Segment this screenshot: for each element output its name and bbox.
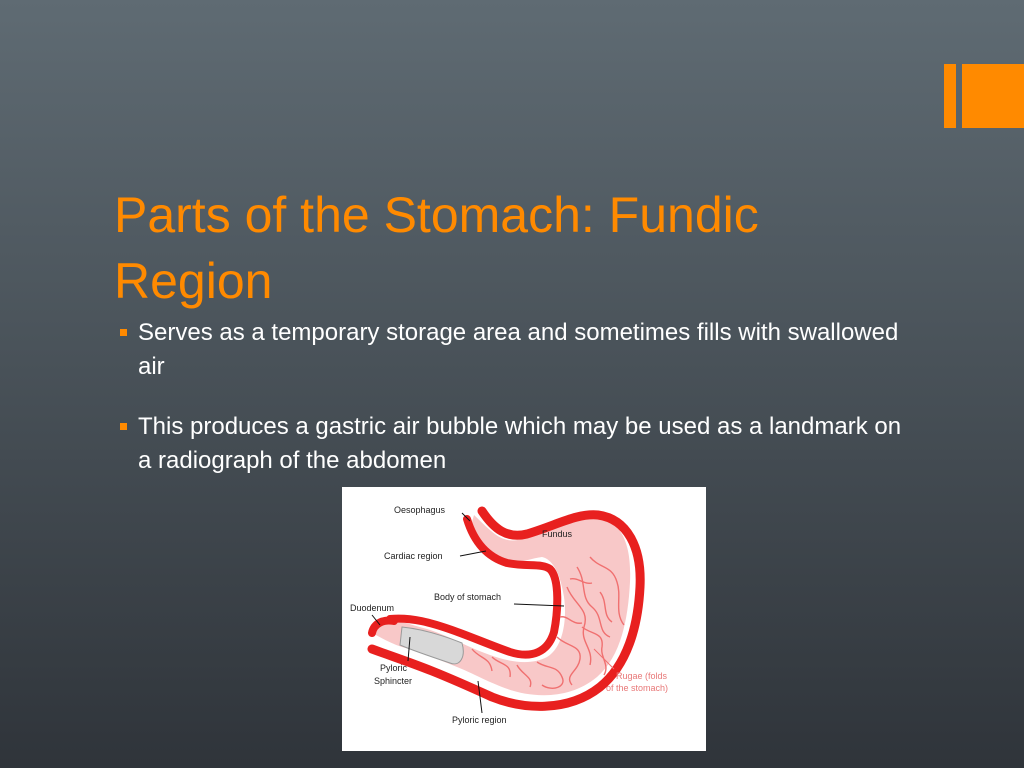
accent-bar-wide bbox=[962, 64, 1024, 128]
pointer-cardiac-region bbox=[460, 551, 486, 556]
label-body-of-stomach: Body of stomach bbox=[434, 592, 502, 602]
bullet-square-icon bbox=[120, 423, 127, 430]
bullet-text: Serves as a temporary storage area and sometimes fills with swallowed air bbox=[138, 319, 899, 380]
label-oesophagus: Oesophagus bbox=[394, 505, 446, 515]
bullet-item bbox=[118, 410, 918, 478]
label-cardiac-region: Cardiac region bbox=[384, 551, 443, 561]
bullet-list bbox=[118, 316, 918, 478]
slide-title: Parts of the Stomach: Fundic Region bbox=[114, 187, 759, 309]
label-duodenum: Duodenum bbox=[350, 603, 395, 613]
stomach-fill bbox=[372, 515, 630, 695]
label-pyloric-sphincter-2: Sphincter bbox=[374, 676, 413, 686]
label-pyloric-sphincter-1: Pyloric bbox=[380, 663, 408, 673]
accent-bar-thin bbox=[944, 64, 956, 128]
stomach-diagram bbox=[342, 487, 706, 751]
label-pyloric-region: Pyloric region bbox=[452, 715, 507, 725]
bullet-square-icon bbox=[120, 329, 127, 336]
stomach-diagram-svg bbox=[342, 487, 706, 751]
bullet-item bbox=[118, 316, 918, 384]
label-rugae-2: of the stomach) bbox=[606, 683, 669, 693]
label-rugae-1: Rugae (folds bbox=[616, 671, 668, 681]
label-fundus: Fundus bbox=[542, 529, 573, 539]
bullet-text: This produces a gastric air bubble which may be used as a landmark on a radiograph of the abdomen bbox=[138, 413, 902, 474]
